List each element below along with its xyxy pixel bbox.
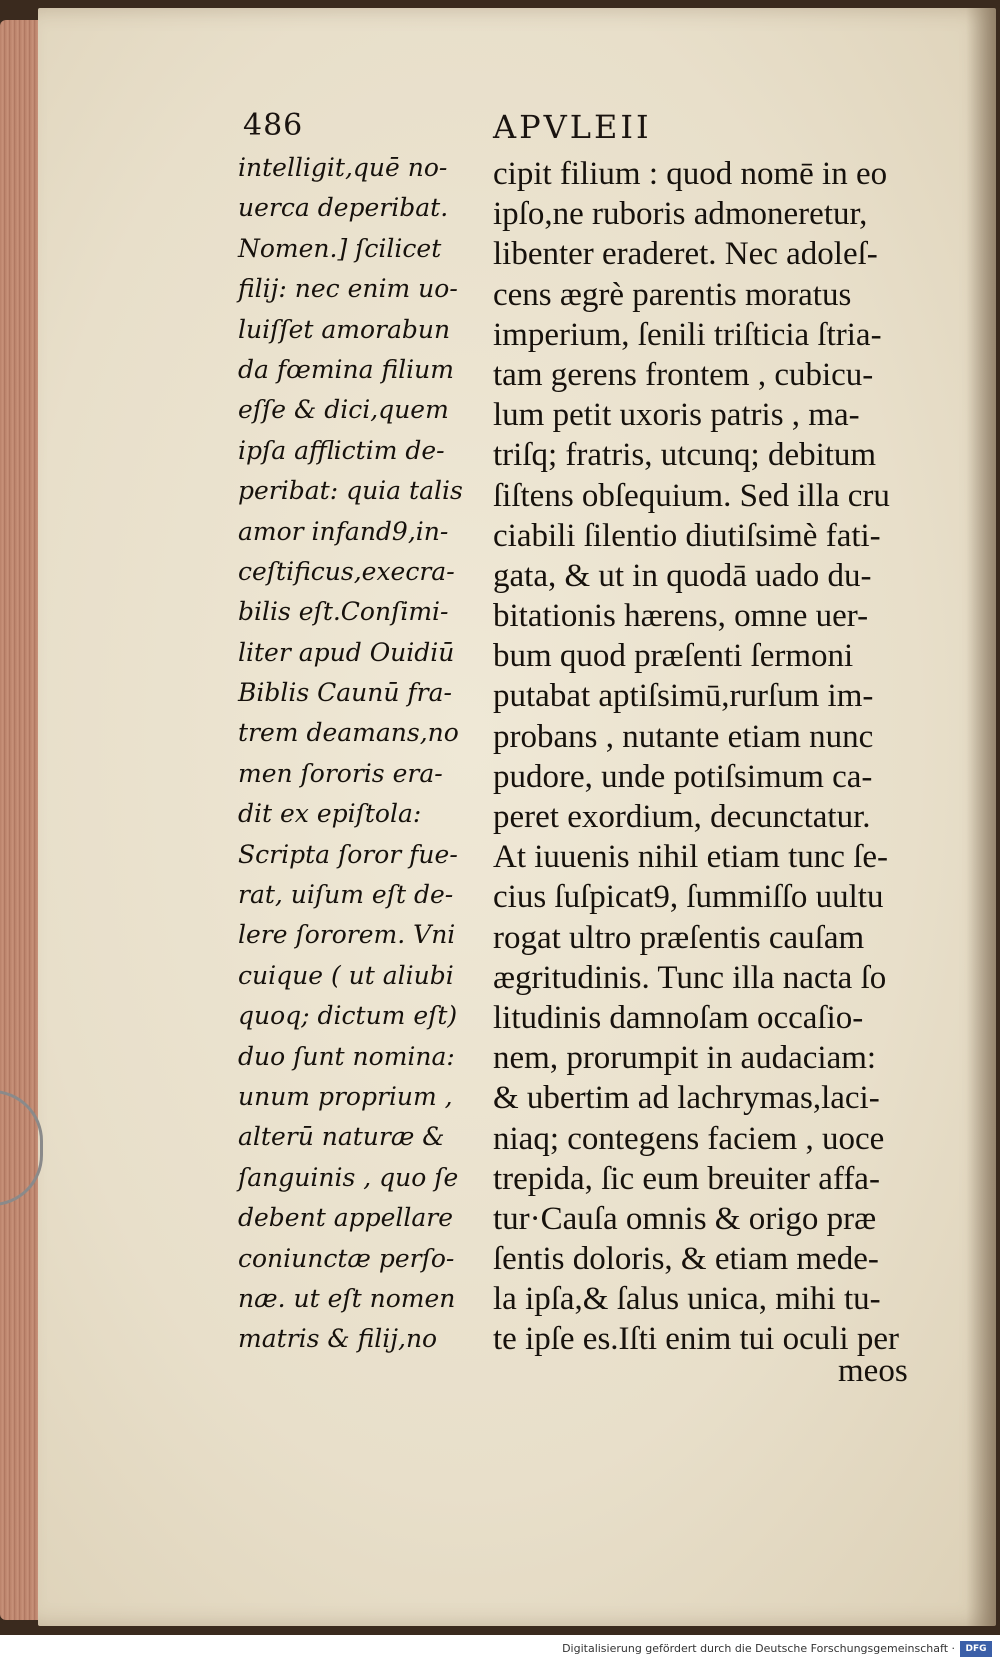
main-text-line: trepida, ſic eum breuiter affa- [493,1160,880,1197]
commentary-line: peribat: quia talis [238,476,463,506]
commentary-line: uerca deperibat. [238,193,449,223]
commentary-line: duo ſunt nomina: [238,1041,455,1071]
main-text-line: ipſo,ne ruboris admoneretur, [493,196,868,233]
main-text-line: triſq; fratris, utcunq; debitum [493,437,877,474]
commentary-line: eſſe & dici,quem [238,395,449,425]
main-text-line: cius ſuſpicat9, ſummiſſo uultu [493,879,884,916]
main-text-line: ſiſtens obſequium. Sed illa cru [493,477,890,514]
main-text-line: & ubertim ad lachrymas,laci- [493,1080,880,1117]
main-text-line: rogat ultro præſentis cauſam [493,919,865,956]
commentary-line: liter apud Ouidiū [238,637,455,667]
main-text-line: peret exordium, decunctatur. [493,799,871,835]
main-text-line: ſentis doloris, & etiam mede- [493,1241,879,1278]
commentary-line: ipſa afflictim de- [238,435,445,465]
commentary-line: dit ex epiſtola: [238,799,422,829]
main-text-line: nem, prorumpit in audaciam: [493,1040,877,1077]
commentary-line: rat, uiſum eſt de- [238,880,454,910]
main-text-line: probans , nutante etiam nunc [493,718,874,755]
main-text-line: litudinis damnoſam occaſio- [493,999,864,1036]
commentary-line: næ. ut eſt nomen [238,1283,456,1313]
main-text-line: cens ægrè parentis moratus [493,276,852,313]
main-text-line: ciabili ſilentio diutiſsimè fati- [493,517,881,554]
page-number: 486 [243,108,304,143]
book-page [38,8,996,1626]
commentary-line: ſanguinis , quo ſe [238,1162,459,1192]
commentary-line: men ſororis era- [238,758,443,788]
running-title: APVLEII [493,108,652,146]
commentary-line: intelligit,quē no- [238,153,448,182]
digitization-footer [0,1635,1000,1665]
main-text-line: At iuuenis nihil etiam tunc ſe- [493,839,889,876]
footer-credit: Digitalisierung gefördert durch die Deutsche Forschungsgemeinschaft · [562,1642,955,1655]
commentary-line: alterū naturæ & [238,1122,445,1152]
main-text-line: pudore, unde potiſsimum ca- [493,758,873,795]
page-header [38,108,996,152]
commentary-line: filij: nec enim uo- [238,274,458,304]
gutter-shadow [966,8,996,1626]
commentary-line: ceſtificus,execra- [238,556,455,586]
main-text-line: te ipſe es.Iſti enim tui oculi per [493,1321,899,1358]
catchword: meos [838,1353,908,1389]
commentary-line: matris & filij,no [238,1324,438,1354]
main-text-line: tam gerens frontem , cubicu- [493,356,874,393]
commentary-line: unum proprium , [238,1081,453,1111]
commentary-line: bilis eſt.Conſimi- [238,597,449,627]
main-text-column [493,154,963,1360]
commentary-line: da fœmina filium [238,354,454,384]
main-text-line: imperium, ſenili triſticia ſtria- [493,316,882,353]
commentary-column [238,148,488,1360]
commentary-line: trem deamans,no [238,718,459,748]
dfg-logo-icon: DFG [960,1641,992,1657]
main-text-line: la ipſa,& ſalus unica, mihi tu- [493,1281,881,1318]
commentary-line: lere ſororem. Vni [238,920,456,950]
commentary-line: Scripta ſoror fue- [238,839,458,869]
main-text-line: gata, & ut in quodā uado du- [493,557,872,594]
commentary-line: amor infand9,in- [238,516,449,546]
main-text-line: putabat aptiſsimū,rurſum im- [493,678,874,715]
commentary-line: Biblis Caunū fra- [238,678,452,708]
commentary-line: cuique ( ut aliubi [238,960,454,990]
main-text-line: lum petit uxoris patris , ma- [493,397,860,434]
main-text-line: libenter eraderet. Nec adoleſ- [493,236,878,273]
main-text-line: ægritudinis. Tunc illa nacta ſo [493,959,887,996]
commentary-line: luiſſet amorabun [238,314,451,344]
commentary-line: Nomen.] ſcilicet [238,233,442,263]
main-text-line: bitationis hærens, omne uer- [493,598,869,635]
main-text-line: niaq; contegens faciem , uoce [493,1120,885,1157]
commentary-line: coniunctæ perſo- [238,1243,455,1273]
main-text-line: tur·Cauſa omnis & origo præ [493,1200,877,1237]
commentary-line: quoq; dictum eſt) [238,1001,458,1031]
main-text-line: bum quod præſenti ſermoni [493,638,854,675]
commentary-line: debent appellare [238,1203,454,1233]
main-text-line: cipit filium : quod nomē in eo [493,156,888,192]
